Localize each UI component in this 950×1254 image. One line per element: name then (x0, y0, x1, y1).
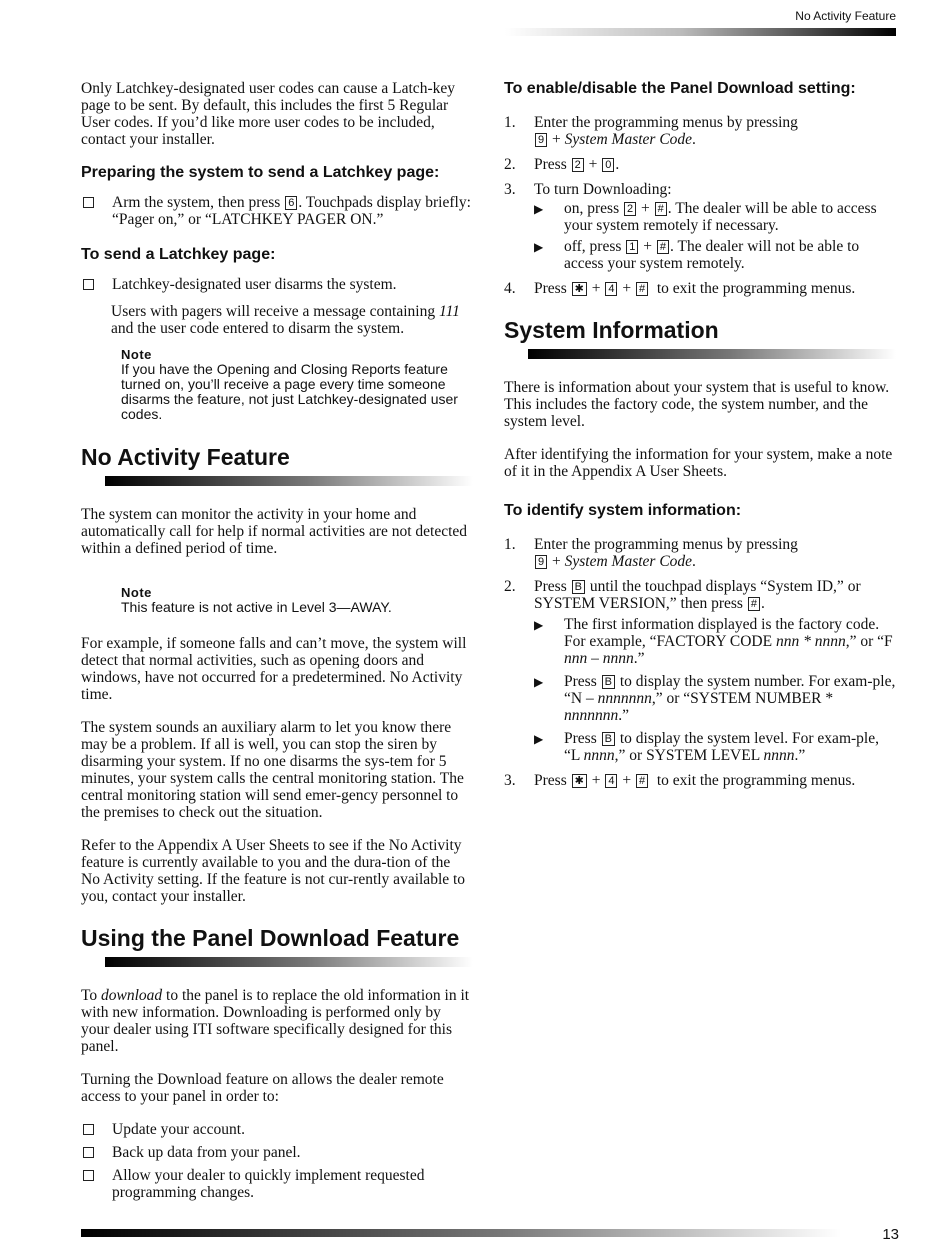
system-information-title: System Information (504, 317, 719, 343)
key-1-icon: 1 (626, 240, 638, 254)
send-bullet-text: Latchkey-designated user disarms the system. (112, 276, 397, 293)
send-info: Users with pagers will receive a message containing 111 and the user code entered to disarm the system. (111, 303, 460, 337)
step-2-number: ▶ Press B to display the system number. For exam-ple, “N – nnnnnnn,” or “SYSTEM NUMBER * nnnnnnn.” (534, 673, 896, 724)
arrow-bullet-icon: ▶ (534, 618, 544, 632)
step-2: 2. Press 2 + 0 . (504, 156, 620, 173)
section-rule (105, 476, 473, 486)
panel-p1: To download to the panel is to replace the old information in it with new information. Downloading is performed only by your dealer using ITI software specifically designed for this panel. (81, 987, 470, 1055)
identify-heading: To identify system information: (504, 502, 742, 519)
identify-steps (504, 536, 896, 789)
prep-bullet-text: Arm the system, then press 6 . Touchpads display briefly: “Pager on,” or “LATCHKEY PAGER ON.” (112, 194, 471, 228)
arrow-bullet-icon: ▶ (534, 202, 544, 216)
step-1: 1. Enter the programming menus by pressing 9 + System Master Code. (504, 536, 798, 570)
key-b-icon: B (602, 732, 615, 746)
list-item: Back up data from your panel. (81, 1144, 473, 1161)
step-1: 1. Enter the programming menus by pressing 9 + System Master Code. (504, 114, 798, 148)
step-2: 2. Press B until the touchpad displays “System ID,” or SYSTEM VERSION,” then press # . (504, 578, 861, 612)
page-number: 13 (882, 1226, 899, 1243)
panel-p2: Turning the Download feature on allows the dealer remote access to your panel in order to: (81, 1071, 444, 1105)
key-4-icon: 4 (605, 282, 617, 296)
key-6-icon: 6 (285, 196, 297, 210)
no-activity-p3: The system sounds an auxiliary alarm to let you know there may be a problem. If all is well, you can stop the siren by disarming your system. If no one disarms the sys-tem for 5 minutes, your system calls the central monitoring station. The central monitoring station will send emer-gency personnel to the premises to check out the situation. (81, 719, 464, 821)
note-text: This feature is not active in Level 3—AWAY. (121, 599, 392, 615)
arrow-bullet-icon: ▶ (534, 732, 544, 746)
key-star-icon: ✱ (572, 282, 587, 296)
note-level3 (121, 585, 473, 615)
step-3: 3. To turn Downloading: (504, 181, 672, 198)
latchkey-intro: Only Latchkey-designated user codes can cause a Latch-key page to be sent. By default, this includes the first 5 Regular User codes. If you’d like more user codes to be included, contact your installer. (81, 80, 455, 148)
header-rule (505, 28, 896, 36)
step-3: 3. Press ✱ + 4 + # to exit the programming menus. (504, 772, 856, 789)
list-item (81, 276, 473, 293)
key-9-icon: 9 (535, 555, 547, 569)
sysinfo-p2: After identifying the information for your system, make a note of it in the Appendix A User Sheets. (504, 446, 893, 480)
checkbox-bullet-icon (83, 1124, 94, 1135)
arrow-bullet-icon: ▶ (534, 240, 544, 254)
left-column (81, 80, 473, 1207)
checkbox-bullet-icon (83, 1147, 94, 1158)
checkbox-bullet-icon (83, 197, 94, 208)
enable-steps (504, 114, 896, 297)
arrow-bullet-icon: ▶ (534, 675, 544, 689)
note-label: Note (121, 585, 152, 600)
step-2-factory: ▶ The first information displayed is the factory code. For example, “FACTORY CODE nnn * nnnn,” or “F nnn – nnnn.” (534, 616, 893, 667)
no-activity-p1: The system can monitor the activity in your home and automatically call for help if normal activities are not detected within a defined period of time. (81, 506, 468, 557)
step-2-level: ▶ Press B to display the system level. For exam-ple, “L nnnn,” or SYSTEM LEVEL nnnn.” (534, 730, 879, 764)
list-item: Allow your dealer to quickly implement requested programming changes. (81, 1167, 473, 1201)
step-4: 4. Press ✱ + 4 + # to exit the programming menus. (504, 280, 856, 297)
checkbox-bullet-icon (83, 1170, 94, 1181)
key-b-icon: B (572, 580, 585, 594)
list-item (81, 194, 473, 228)
key-2-icon: 2 (572, 158, 584, 172)
panel-download-title: Using the Panel Download Feature (81, 925, 460, 951)
key-b-icon: B (602, 675, 615, 689)
list-item: Update your account. (81, 1121, 473, 1138)
key-hash-icon: # (748, 597, 760, 611)
section-rule (528, 349, 896, 359)
key-2-icon: 2 (624, 202, 636, 216)
step-3-on: ▶ on, press 2 + # . The dealer will be able to access your system remotely if necessary. (534, 200, 877, 234)
key-hash-icon: # (657, 240, 669, 254)
prep-heading: Preparing the system to send a Latchkey page: (81, 164, 440, 181)
footer-rule (81, 1229, 841, 1237)
key-star-icon: ✱ (572, 774, 587, 788)
key-9-icon: 9 (535, 133, 547, 147)
enable-heading: To enable/disable the Panel Download setting: (504, 80, 856, 97)
note-text: If you have the Opening and Closing Reports feature turned on, you’ll receive a page every time someone disarms the feature, not just Latchkey-designated user codes. (121, 361, 458, 422)
key-hash-icon: # (655, 202, 667, 216)
key-hash-icon: # (636, 282, 648, 296)
no-activity-p2: For example, if someone falls and can’t move, the system will detect that normal activities, such as opening doors and windows, have not occurred for a predetermined. No Activity time. (81, 635, 467, 703)
key-0-icon: 0 (602, 158, 614, 172)
key-hash-icon: # (636, 774, 648, 788)
send-heading: To send a Latchkey page: (81, 246, 276, 263)
key-4-icon: 4 (605, 774, 617, 788)
note-opening-closing (121, 347, 473, 422)
checkbox-bullet-icon (83, 279, 94, 290)
section-rule (105, 957, 473, 967)
no-activity-p4: Refer to the Appendix A User Sheets to see if the No Activity feature is currently available to you and the dura-tion of the No Activity setting. If the feature is not cur-rently available to you, contact your installer. (81, 837, 466, 905)
no-activity-title: No Activity Feature (81, 444, 290, 470)
step-3-off: ▶ off, press 1 + # . The dealer will not be able to access your system remotely. (534, 238, 860, 272)
running-head: No Activity Feature (795, 9, 896, 23)
sysinfo-p1: There is information about your system that is useful to know. This includes the factory code, the system number, and the system level. (504, 379, 890, 430)
right-column (504, 80, 896, 797)
note-label: Note (121, 347, 152, 362)
